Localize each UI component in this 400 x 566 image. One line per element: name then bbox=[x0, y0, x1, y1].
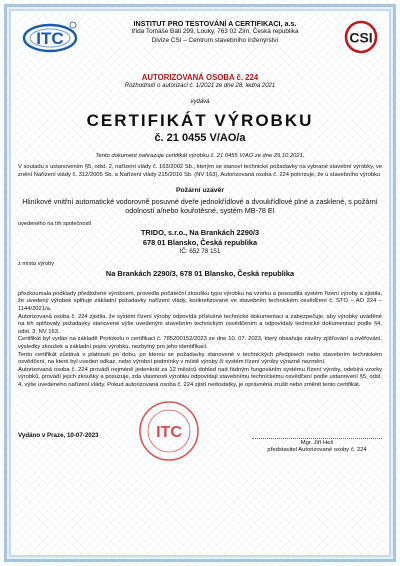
site-label: z místa výroby bbox=[18, 260, 55, 267]
csi-logo-text: CSI bbox=[349, 29, 373, 46]
official-stamp-icon bbox=[138, 400, 200, 462]
certificate-title: CERTIFIKÁT VÝROBKU bbox=[86, 111, 314, 130]
manufacturer-city: 678 01 Blansko, Česká republika bbox=[142, 238, 258, 248]
signature-block bbox=[252, 438, 382, 455]
signature-line bbox=[252, 438, 382, 439]
stamp-text: ITC bbox=[156, 423, 182, 441]
manufacturer-name: TRIDO, s.r.o., Na Brankách 2290/3 bbox=[140, 227, 260, 237]
csi-logo-icon bbox=[344, 20, 378, 54]
intro-paragraph: V souladu s ustanovením §5, odst. 2, nařízení vlády č. 163/2002 Sb., kterým se stanoví technické požadavky na vybrané stavební výrobky, ve znění Nařízení vlády č. 312/2005 Sb. a Nařízení vlády 215/2016 Sb. (NV 163), Autorizovaná osoba č. 224 potvrzuje, že u stavebního výrobku bbox=[18, 164, 382, 178]
authorization-title: AUTORIZOVANÁ OSOBA č. 224 bbox=[141, 73, 259, 82]
footer bbox=[18, 400, 382, 462]
itc-logo-text: ITC bbox=[36, 29, 64, 48]
certificate-body bbox=[18, 291, 382, 390]
site-address: Na Brankách 2290/3, 678 01 Blansko, Česká republika bbox=[105, 268, 295, 278]
authorization-decision: Rozhodnutí o autorizaci č. 1/2021 ze dne 28. ledna 2021 bbox=[124, 83, 276, 89]
replaces-note: Tento dokument nahrazuje certifikát výrobku č. 21 0455 V/AO ze dne 29.10.2021, bbox=[95, 153, 305, 159]
itc-logo-icon bbox=[22, 20, 78, 56]
signer-role: představitel Autorizované osoby č. 224 bbox=[267, 446, 367, 453]
body-paragraph: přezkoumala podklady předložené výrobcem, provedla počáteční zkoušku typu výrobku na vzorku a posoudila systém řízení výroby a zjistila, že uvedený výrobek splňuje základní požadavky nařízení vlády, konkretizované ve stavebním technickém osvědčení č. STO – AO 224 – 1144/2021/a. bbox=[18, 290, 382, 312]
institute-name: INSTITUT PRO TESTOVÁNÍ A CERTIFIKACI, a.s. bbox=[133, 19, 297, 28]
issues-label: vydává bbox=[190, 99, 210, 105]
certificate-content bbox=[18, 14, 382, 462]
institute-division: Divize CSI – Centrum stavebního inženýrství bbox=[151, 36, 279, 44]
body-paragraph: Certifikát byl vydán na základě Protokolu o certifikaci č. 785200152/2023 ze dne 10. 07. 2023, který obsahuje závěry zjišťování a ověřování, výsledky zkoušek a základní popis výrobku, nezbytný pro jeho identifikaci. bbox=[18, 336, 382, 350]
body-paragraph: Tento certifikát zůstává v platnosti po dobu, po kterou se požadavky stanovené v technických předpisech nebo stavebním technickém osvědčení, na které byl uveden odkaz, nebo výrobní podmínky v místě výroby či systém řízení výroby výrazně nezmění. bbox=[18, 351, 382, 366]
issued-place-date: Vydáno v Praze, 10-07-2023 bbox=[18, 431, 99, 439]
manufacturer-ico: IČ: 652 78 151 bbox=[179, 247, 221, 255]
product-name: Požární uzávěr bbox=[176, 187, 224, 195]
institute-address: třída Tomáše Bati 299, Louky, 763 02 Zlín, Česká republika bbox=[131, 28, 299, 36]
manufacturer-label: uvedeného na trh společností bbox=[18, 220, 92, 227]
body-paragraph: Autorizovaná osoba č. 224 provádí nejméně jedenkrát za 12 měsíců dohled nad řádným fungováním systému řízení výroby, odebírá vzorky výrobků, provádí jejich zkoušky a posuzuje, zda vlastnosti výrobku odpovídají stavebnímu technickému osvědčení podle ustanovení §5, odst. 4, výše uvedeného nařízení vlády. Pokud autorizovaná osoba č. 224 zjistí nedostatky, je oprávněna zrušit nebo změnit tento certifikát. bbox=[18, 366, 382, 388]
certificate-number: č. 21 0455 V/AO/a bbox=[154, 132, 246, 144]
header bbox=[18, 14, 382, 72]
signer-name: Mgr. Jiří Heš bbox=[300, 439, 334, 446]
institute-header-text bbox=[92, 20, 338, 45]
product-description: Hliníkové vnitřní automatické vodorovně posuvné dveře jednokřídlové a dvoukřídlové plné a zasklené, s požární odolností a/nebo kouřotěsné, systém MB-78 EI bbox=[22, 197, 378, 216]
body-paragraph: Autorizovaná osoba č. 224 zjistila, že systém řízení výroby odpovídá příslušné technické dokumentaci a zabezpečuje, aby výrobky uváděné na trh splňovaly požadavky stanovené výše uvedeným stavebním technickým osvědčením a odpovídaly technické dokumentaci podle §4, odst. 3, NV 163. bbox=[18, 313, 382, 335]
